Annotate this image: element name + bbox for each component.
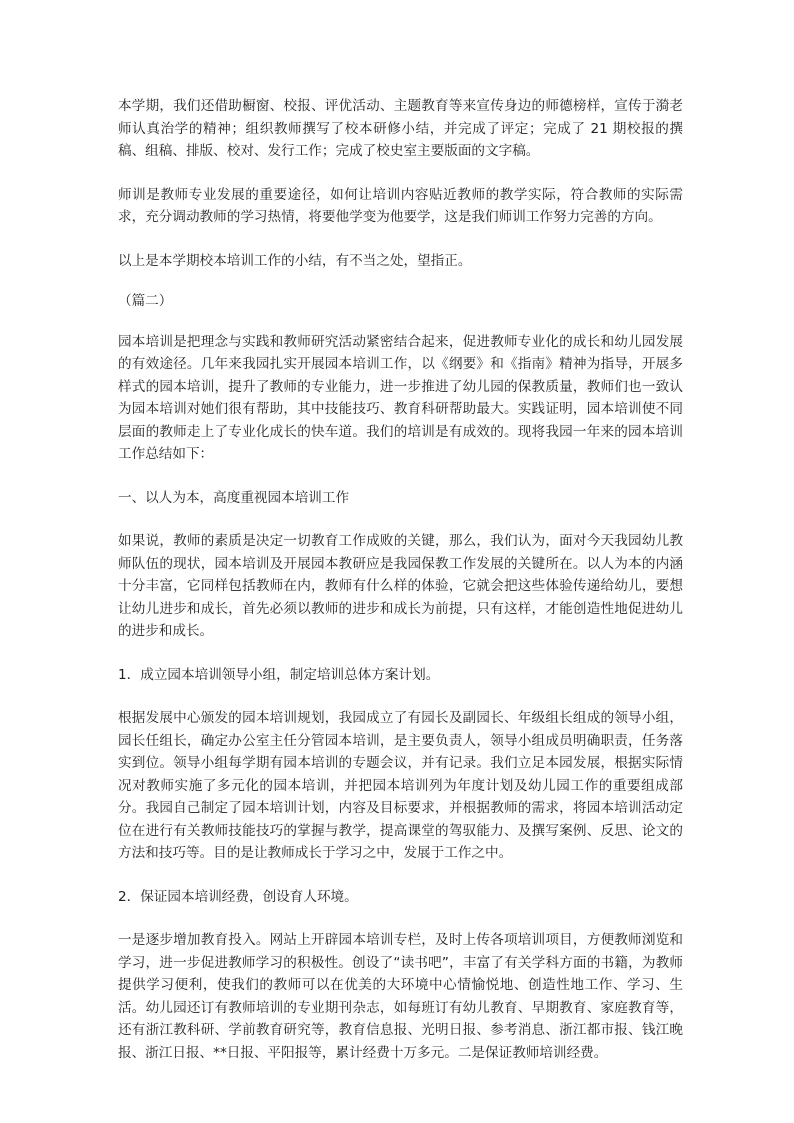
subheading-training-funding: 2．保证园本培训经费，创设育人环境。 [118,888,358,905]
paragraph-leadership-details: 根据发展中心颁发的园本培训规划，我园成立了有园长及副园长、年级组长组成的领导小组，园长任组长，确定办公室主任分管园本培训，是主要负责人，领导小组成员明确职责，任务落实到位。领导小组每学期有园本培训的专题会议，并有记录。我们立足本园发展，根据实际情况对教师实施了多元化的园本培训，并把园本培训列为年度计划及幼儿园工作的重要组成部分。我园自己制定了园本培训计划，内容及目标要求，并根据教师的需求，将园本培训活动定位在进行有关教师技能技巧的掌握与教学，提高课堂的驾驭能力、及撰写案例、反思、论文的方法和技巧等。目的是让教师成长于学习之中，发展于工作之中。 [118,710,683,861]
section-label-part-two: （篇二） [118,293,173,309]
paragraph-closing-remark: 以上是本学期校本培训工作的小结，有不当之处，望指正。 [118,252,472,269]
paragraph-kindergarten-training-intro: 园本培训是把理念与实践和教师研究活动紧密结合起来，促进教师专业化的成长和幼儿园发展的有效途径。几年来我园扎实开展园本培训工作，以《纲要》和《指南》精神为指导，开展多样式的园本培训，提升了教师的专业能力，进一步推进了幼儿园的保教质量，教师们也一致认为园本培训对她们很有帮助，其中技能技巧、教育科研帮助最大。实践证明，园本培训使不同层面的教师走上了专业化成长的快车道。我们的培训是有成效的。现将我园一年来的园本培训工作总结如下： [118,333,683,462]
paragraph-teacher-quality: 如果说，教师的素质是决定一切教育工作成败的关键，那么，我们认为，面对今天我园幼儿教师队伍的现状，园本培训及开展园本教研应是我园保教工作发展的关键所在。以人为本的内涵十分丰富，它同样包括教师在内，教师有什么样的体验，它就会把这些体验传递给幼儿，要想让幼儿进步和成长，首先必须以教师的进步和成长为前提，只有这样，才能创造性地促进幼儿的进步和成长。 [118,533,683,639]
paragraph-funding-details: 一是逐步增加教育投入。网站上开辟园本培训专栏，及时上传各项培训项目，方便教师浏览和学习，进一步促进教师学习的积极性。创设了“读书吧”，丰富了有关学科方面的书籍，为教师提供学习便利，使我们的教师可以在优美的大环境中心情愉悦地、创造性地工作、学习、生活。幼儿园还订有教师培训的专业期刊杂志，如每班订有幼儿教育、早期教育、家庭教育等，还有浙江教科研、学前教育研究等，教育信息报、光明日报、参考消息、浙江都市报、钱江晚报、浙江日报、**日报、平阳报等，累计经费十万多元。二是保证教师培训经费。 [118,932,683,1061]
paragraph-teacher-training-direction: 师训是教师专业发展的重要途径，如何让培训内容贴近教师的教学实际，符合教师的实际需求，充分调动教师的学习热情，将要他学变为他要学，这是我们师训工作努力完善的方向。 [118,186,683,225]
paragraph-publicity-summary: 本学期，我们还借助橱窗、校报、评优活动、主题教育等来宣传身边的师德榜样，宣传于漪老师认真治学的精神；组织教师撰写了校本研修小结，并完成了评定；完成了 21 期校报的撰稿、组稿、排版、校对、发行工作；完成了校史室主要版面的文字稿。 [118,98,683,159]
heading-people-oriented: 一、以人为本，高度重视园本培训工作 [118,489,350,506]
subheading-leadership-group: 1．成立园本培训领导小组，制定培训总体方案计划。 [118,666,440,683]
document-body [118,95,683,1085]
